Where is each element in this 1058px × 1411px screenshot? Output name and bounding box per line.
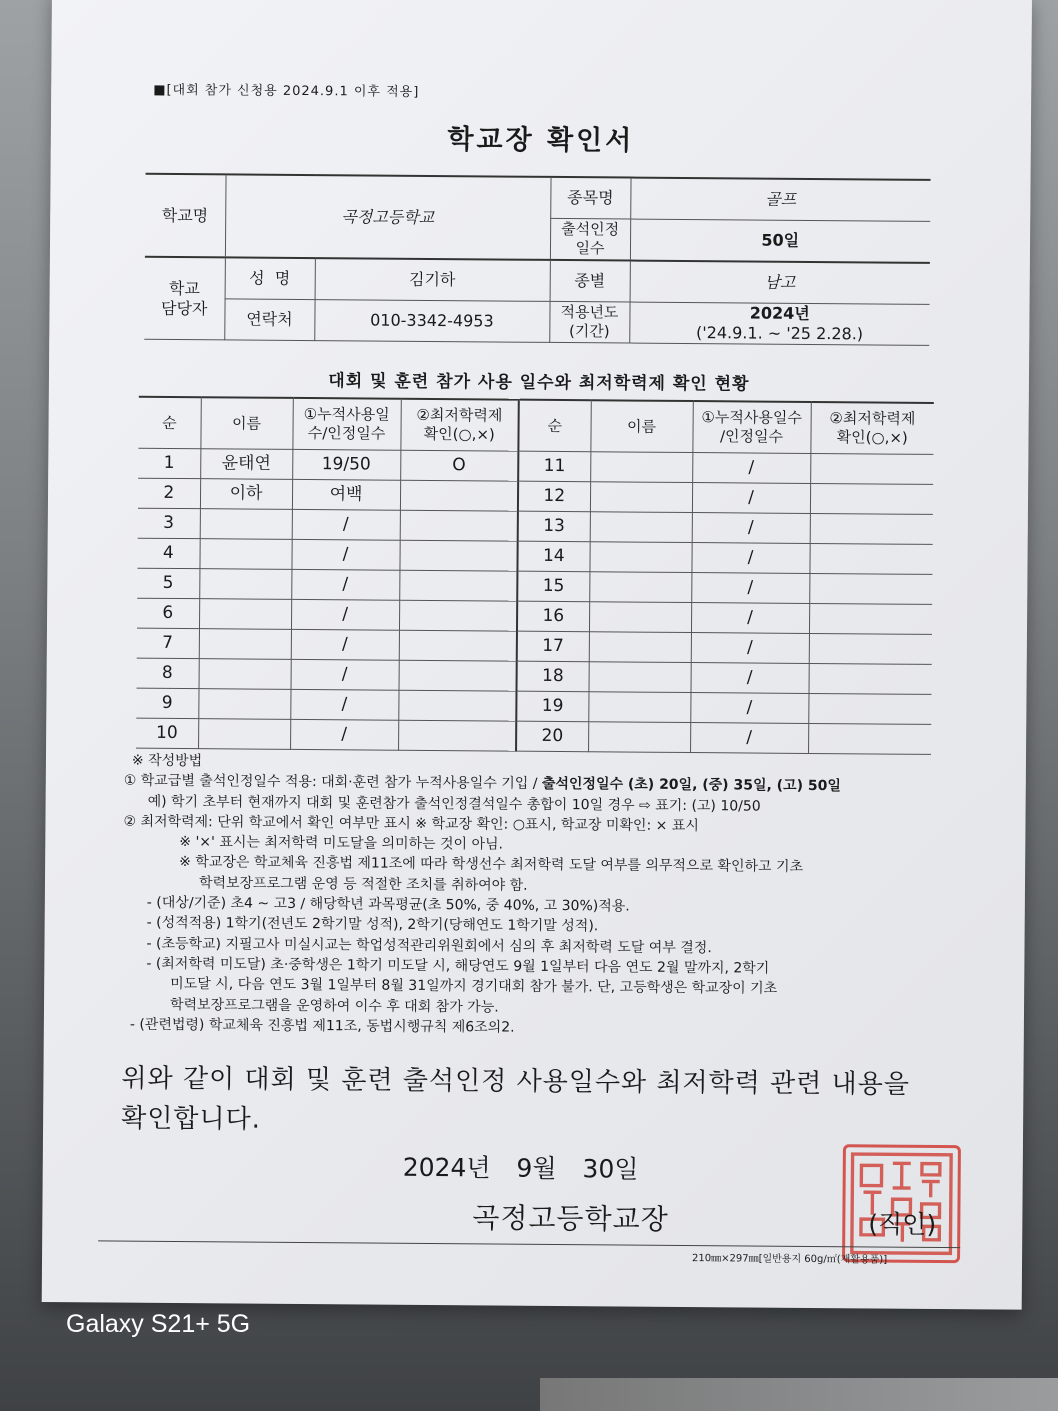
table-cell-days: / <box>291 659 399 690</box>
sport-label: 종목명 <box>550 177 630 219</box>
table-cell-days: / <box>292 509 400 540</box>
attendance-label: 출석인정 일수 <box>550 218 630 260</box>
year-period: ('24.9.1. ~ '25 2.28.) <box>696 323 864 344</box>
year-value: 2024년 <box>749 303 810 323</box>
table-cell-name2 <box>589 602 691 633</box>
note-3: ※ '×' 표시는 최저학력 미도달을 의미하는 것이 아님. <box>179 834 504 853</box>
table-cell-name <box>199 539 291 570</box>
seal-graphic <box>845 1147 958 1260</box>
note-2: ② 최저학력제: 단위 학교에서 확인 여부만 표시 ※ 학교장 확인: ○표시, 학교장 미확인: × 표시 <box>123 813 699 834</box>
table-cell-no2: 18 <box>517 661 589 692</box>
detail-3: - (초등학교) 지필고사 미실시교는 학업성적관리위원회에서 심의 후 최저학력 도달 여부 결정. <box>146 935 712 956</box>
table-cell-check2 <box>808 723 931 754</box>
confirmation-line-2: 확인합니다. <box>121 1103 262 1135</box>
table-cell-name <box>199 629 291 660</box>
detail-4: - (최저학력 미도달) 초·중학생은 1학기 미도달 시, 해당연도 9월 1일부터 다음 연도 2월 말까지, 2학기 <box>146 955 770 977</box>
table-cell-days: / <box>291 629 399 660</box>
table-cell-check2 <box>809 603 932 634</box>
table-cell-check <box>399 630 517 661</box>
table-cell-no: 7 <box>137 628 199 658</box>
table-cell-days: / <box>290 689 398 720</box>
table-cell-days: / <box>291 569 399 600</box>
table-cell-no2: 20 <box>516 721 588 752</box>
table-cell-check <box>398 720 516 751</box>
table-cell-no: 3 <box>138 508 200 538</box>
table-cell-name <box>198 719 290 750</box>
name-label: 성 명 <box>225 257 315 299</box>
table-cell-no: 9 <box>136 688 198 718</box>
table-cell-name <box>198 689 290 720</box>
note-4b: 학력보장프로그램 운영 등 적절한 조치를 취하여야 함. <box>198 874 528 894</box>
table-cell-check2 <box>810 453 933 484</box>
table-cell-name2 <box>589 662 691 693</box>
table-cell-days2: / <box>692 453 810 484</box>
table-cell-check2 <box>809 573 932 604</box>
table-cell-check <box>400 510 518 541</box>
school-label: 학교명 <box>145 174 226 258</box>
notes-heading: ※ 작성방법 <box>131 752 203 770</box>
table-cell-days: 19/50 <box>292 449 400 480</box>
info-table <box>144 173 930 346</box>
manager-label: 학교 담당자 <box>144 257 225 340</box>
table-cell-no: 6 <box>137 598 199 628</box>
table-cell-no2: 12 <box>518 481 590 512</box>
table-cell-no: 1 <box>138 448 200 478</box>
detail-5: - (관련법령) 학교체육 진흥법 제11조, 동법시행규칙 제6조의2. <box>129 1016 515 1036</box>
table-cell-name: 윤태연 <box>200 449 292 480</box>
document-page <box>42 0 1032 1310</box>
note-1-text: ① 학교급별 출석인정일수 적용: 대회·훈련 참가 누적사용일수 기입 / <box>123 772 542 793</box>
table-cell-no: 5 <box>137 568 199 598</box>
header-no: 순 <box>138 397 200 449</box>
header-no-2: 순 <box>518 400 590 452</box>
table-cell-no: 8 <box>137 658 199 688</box>
table-cell-check2 <box>809 633 932 664</box>
table-cell-name <box>199 569 291 600</box>
table-cell-days2: / <box>692 483 810 514</box>
confirmation-line-1: 위와 같이 대회 및 훈련 출석인정 사용일수와 최저학력 관련 내용을 <box>121 1063 911 1100</box>
gender-value: 남고 <box>630 261 930 305</box>
header-name-2: 이름 <box>590 400 692 452</box>
confirmation-text <box>121 1059 952 1146</box>
header-days: ①누적사용일 수/인정일수 <box>292 398 400 450</box>
detail-1: - (대상/기준) 초4 ~ 고3 / 해당학년 과목평균(초 50%, 중 40%, 고 30%)적용. <box>146 894 630 915</box>
detail-2: - (성적적용) 1학기(전년도 2학기말 성적), 2학기(당해연도 1학기말 성적). <box>146 915 599 935</box>
table-cell-days2: / <box>690 693 808 724</box>
paper-size-footer: 210㎜×297㎜[일반용지 60g/㎡(재활용품)] <box>692 1253 888 1266</box>
table-cell-no2: 19 <box>516 691 588 722</box>
section-title: 대회 및 훈련 참가 사용 일수와 최저학력제 확인 현황 <box>328 371 750 395</box>
table-cell-no2: 16 <box>517 601 589 632</box>
table-cell-name2 <box>588 692 690 723</box>
header-check: ②최저학력제 확인(○,×) <box>400 399 518 451</box>
document-title: 학교장 확인서 <box>447 124 635 157</box>
gender-label: 종별 <box>550 260 630 302</box>
table-cell-check2 <box>810 483 933 514</box>
issue-date: 2024년 9월 30일 <box>402 1152 639 1184</box>
table-cell-days: / <box>290 719 398 750</box>
table-header-row <box>138 397 933 455</box>
table-cell-days2: / <box>691 573 809 604</box>
status-table <box>136 396 934 755</box>
year-label: 적용년도 (기간) <box>549 301 629 343</box>
official-seal-icon <box>842 1144 961 1263</box>
table-cell-name2 <box>589 542 691 573</box>
table-cell-check <box>399 540 517 571</box>
table-cell-name2 <box>590 512 692 543</box>
table-cell-check2 <box>808 663 931 694</box>
table-cell-no2: 17 <box>517 631 589 662</box>
table-cell-days2: / <box>691 603 809 634</box>
year-cell <box>629 302 929 345</box>
table-cell-name2 <box>588 722 690 753</box>
table-cell-no2: 15 <box>517 571 589 602</box>
table-cell-check <box>399 600 517 631</box>
table-row <box>136 718 931 754</box>
table-cell-days2: / <box>691 663 809 694</box>
notes <box>122 751 954 1042</box>
bottom-divider <box>98 1240 960 1248</box>
table-cell-days: / <box>291 599 399 630</box>
camera-watermark: Galaxy S21+ 5G <box>66 1310 251 1338</box>
table-cell-name <box>199 599 291 630</box>
table-cell-days2: / <box>691 543 809 574</box>
table-cell-check <box>400 480 518 511</box>
table-cell-name2 <box>589 572 691 603</box>
table-cell-check <box>398 690 516 721</box>
table-cell-check2 <box>810 513 933 544</box>
table-cell-name <box>200 509 292 540</box>
table-cell-no2: 11 <box>518 451 590 482</box>
attendance-value: 50일 <box>630 219 930 263</box>
table-cell-days2: / <box>690 723 808 754</box>
header-check-2: ②최저학력제 확인(○,×) <box>810 402 933 454</box>
sport-value: 골프 <box>630 178 930 222</box>
table-cell-check <box>399 660 517 691</box>
note-1-emphasis: 출석인정일수 (초) 20일, (중) 35일, (고) 50일 <box>541 776 841 795</box>
table-cell-name <box>199 659 291 690</box>
table-cell-no: 4 <box>137 538 199 568</box>
table-cell-check2 <box>808 693 931 724</box>
header-note: ■[대회 참가 신청용 2024.9.1 이후 적용] <box>153 82 420 100</box>
table-cell-name: 이하 <box>200 479 292 510</box>
table-cell-name2 <box>589 632 691 663</box>
table-cell-days2: / <box>691 633 809 664</box>
detail-4c: 학력보장프로그램을 운영하여 이수 후 대회 참가 가능. <box>169 996 499 1016</box>
window-frame <box>540 1378 1058 1411</box>
detail-4b: 미도달 시, 다음 연도 3월 1일부터 8월 31일까지 경기대회 참가 불가. 단, 고등학생은 학교장이 기초 <box>170 976 778 997</box>
table-cell-no2: 13 <box>518 511 590 542</box>
table-cell-name2 <box>590 452 692 483</box>
table-cell-check2 <box>809 543 932 574</box>
school-value: 곡정고등학교 <box>225 174 551 260</box>
table-cell-name2 <box>590 482 692 513</box>
note-1-example: 예) 학기 초부터 현재까지 대회 및 훈련참가 출석인정결석일수 총합이 10일 경우 ⇨ 표기: (고) 10/50 <box>147 793 761 815</box>
table-body <box>136 448 933 754</box>
table-cell-no: 2 <box>138 478 200 508</box>
seal-label: (직인) <box>868 1209 937 1239</box>
header-days-2: ①누적사용일수 /인정일수 <box>692 401 810 453</box>
header-name: 이름 <box>200 397 292 449</box>
table-cell-no: 10 <box>136 718 198 748</box>
table-cell-no2: 14 <box>517 541 589 572</box>
principal-name: 곡정고등학교장 <box>472 1201 669 1236</box>
contact-label: 연락처 <box>224 299 314 341</box>
note-4: ※ 학교장은 학교체육 진흥법 제11조에 따라 학생선수 최저학력 도달 여부를 의무적으로 확인하고 기초 <box>179 854 804 876</box>
name-value: 김기하 <box>315 258 550 301</box>
table-cell-days: 여백 <box>292 479 400 510</box>
table-cell-check: O <box>400 450 518 481</box>
table-cell-check <box>399 570 517 601</box>
table-cell-days: / <box>291 539 399 570</box>
table-cell-days2: / <box>692 513 810 544</box>
contact-value: 010-3342-4953 <box>314 300 549 343</box>
